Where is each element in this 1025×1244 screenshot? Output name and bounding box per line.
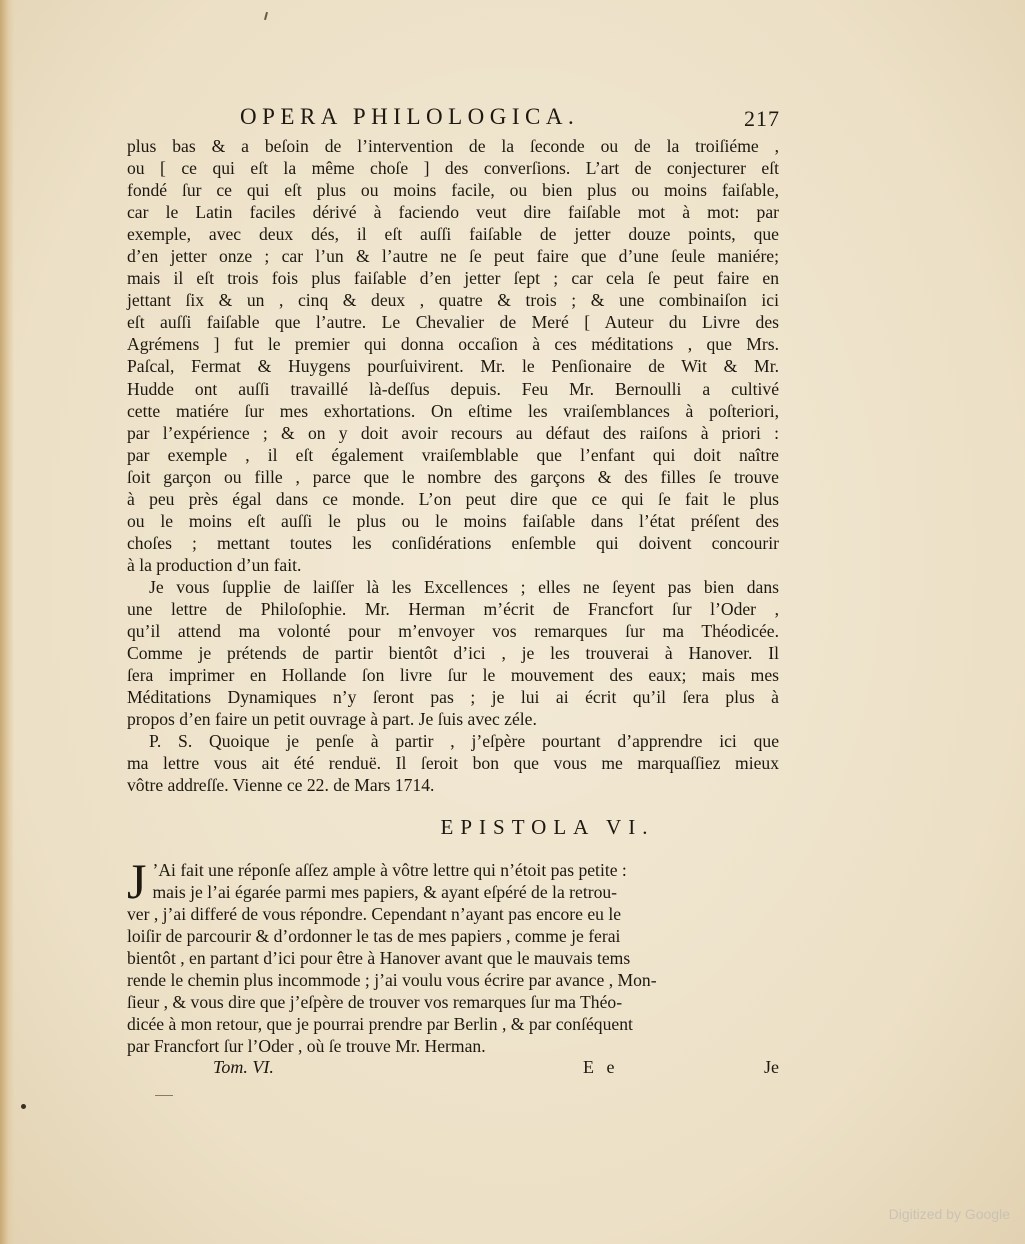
text-line: vôtre addreſſe. Vienne ce 22. de Mars 1714. xyxy=(127,775,435,796)
text-line: exemple, avec deux dés, il eſt auſſi faiſable de jetter douze points, que xyxy=(127,224,779,245)
text-line: jettant ſix & un , cinq & deux , quatre & trois ; & une combinaiſon ici xyxy=(127,290,779,311)
text-line: à la production d’un fait. xyxy=(127,554,302,575)
text-line: bientôt , en partant d’ici pour être à Hanover avant que le mauvais tems xyxy=(127,948,631,969)
body-text xyxy=(127,135,779,796)
text-line: d’en jetter onze ; car l’un & l’autre ne ſe peut faire que d’une ſeule maniére; xyxy=(127,246,779,267)
text-line: cette matiére ſur mes exhortations. On eſtime les vraiſemblances à poſteriori, xyxy=(127,400,779,421)
gathering-signature: E e xyxy=(583,1057,619,1077)
text-line: ſera imprimer en Hollande ſon livre ſur le mouvement des eaux; mais mes xyxy=(127,665,779,686)
ink-speck xyxy=(21,1104,26,1109)
text-line: mais il eſt trois fois plus faiſable d’en jetter ſept ; car cela ſe peut faire en xyxy=(127,268,779,289)
text-line: ſieur , & vous dire que j’eſpère de trouver vos remarques ſur ma Théo- xyxy=(127,992,623,1013)
text-line: fondé ſur ce qui eſt plus ou moins facile, ou bien plus ou moins faiſable, xyxy=(127,180,779,201)
page-header xyxy=(240,104,780,134)
text-line: Méditations Dynamiques n’y ſeront pas ; je lui ai écrit qu’il ſera plus à xyxy=(127,687,779,708)
text-line: une lettre de Philoſophie. Mr. Herman m’écrit de Francfort ſur l’Oder , xyxy=(127,598,779,619)
letter-text xyxy=(127,853,779,1057)
digitization-watermark: Digitized by Google xyxy=(888,1206,1010,1222)
text-line: loiſir de parcourir & d’ordonner le tas de mes papiers , comme je ferai xyxy=(127,926,621,947)
letter-heading: EPISTOLA VI. xyxy=(440,815,655,839)
page-number: 217 xyxy=(744,106,780,131)
text-line: propos d’en faire un petit ouvrage à part. Je ſuis avec zéle. xyxy=(127,709,537,730)
ink-mark xyxy=(155,1095,173,1096)
text-line: dicée à mon retour, que je pourrai prendre par Berlin , & par conſéquent xyxy=(127,1014,633,1035)
text-line: ma lettre vous ait été renduë. Il ſeroit bon que vous me marquaſſiez mieux xyxy=(127,753,779,774)
text-line: ’Ai fait une réponſe aſſez ample à vôtre lettre qui n’étoit pas petite : xyxy=(152,860,627,880)
page-footer xyxy=(127,1057,779,1081)
running-head: OPERA PHILOLOGICA. xyxy=(240,104,580,129)
catchword: Je xyxy=(764,1057,779,1077)
text-line: eſt auſſi faiſable que l’autre. Le Chevalier de Meré [ Auteur du Livre des xyxy=(127,312,779,333)
text-line: choſes ; mettant toutes les conſidérations enſemble qui doivent concourir xyxy=(127,532,779,553)
text-line: ſoit garçon ou fille , parce que le nombre des garçons & des filles ſe trouve xyxy=(127,466,779,487)
text-line: plus bas & a beſoin de l’intervention de la ſeconde ou de la troiſiéme , xyxy=(127,136,779,156)
volume-signature: Tom. VI. xyxy=(213,1057,274,1077)
drop-cap: J xyxy=(127,853,147,909)
text-line: P. S. Quoique je penſe à partir , j’eſpère pourtant d’apprendre ici que xyxy=(149,731,779,752)
text-line: ver , j’ai differé de vous répondre. Cependant n’ayant pas encore eu le xyxy=(127,904,622,925)
text-line: Je vous ſupplie de laiſſer là les Excellences ; elles ne ſeyent pas bien dans xyxy=(149,576,779,597)
text-line: Agrémens ] fut le premier qui donna occaſion à ces méditations , que Mrs. xyxy=(127,334,779,355)
text-line: car le Latin faciles dérivé à faciendo veut dire faiſable mot à mot: par xyxy=(127,202,779,223)
text-line: à peu près égal dans ce monde. L’on peut dire que ce qui ſe fait le plus xyxy=(127,488,779,509)
ink-mark xyxy=(264,12,268,20)
page-edge-shadow xyxy=(0,0,14,1244)
text-line: rende le chemin plus incommode ; j’ai voulu vous écrire par avance , Mon- xyxy=(127,970,657,991)
text-line: Comme je prétends de partir bientôt d’ici , je les trouverai à Hanover. Il xyxy=(127,643,779,664)
text-line: qu’il attend ma volonté pour m’envoyer vos remarques ſur ma Théodicée. xyxy=(127,621,779,642)
text-line: ou [ ce qui eſt la même choſe ] des converſions. L’art de conjecturer eſt xyxy=(127,158,779,179)
text-line: par exemple , il eſt également vraiſemblable que l’enfant qui doit naître xyxy=(127,444,779,465)
text-line: Paſcal, Fermat & Huygens pourſuivirent. Mr. le Penſionaire de Wit & Mr. xyxy=(127,356,779,377)
text-line: Hudde ont auſſi travaillé là-deſſus depuis. Feu Mr. Bernoulli a cultivé xyxy=(127,378,779,399)
text-line: par l’expérience ; & on y doit avoir recours au défaut des raiſons à priori : xyxy=(127,422,779,443)
text-line: par Francfort ſur l’Oder , où ſe trouve Mr. Herman. xyxy=(127,1036,486,1057)
text-line: mais je l’ai égarée parmi mes papiers, & ayant eſpéré de la retrou- xyxy=(152,882,618,903)
text-line: ou le moins eſt auſſi le plus ou le moins faiſable dans l’état préſent des xyxy=(127,510,779,531)
